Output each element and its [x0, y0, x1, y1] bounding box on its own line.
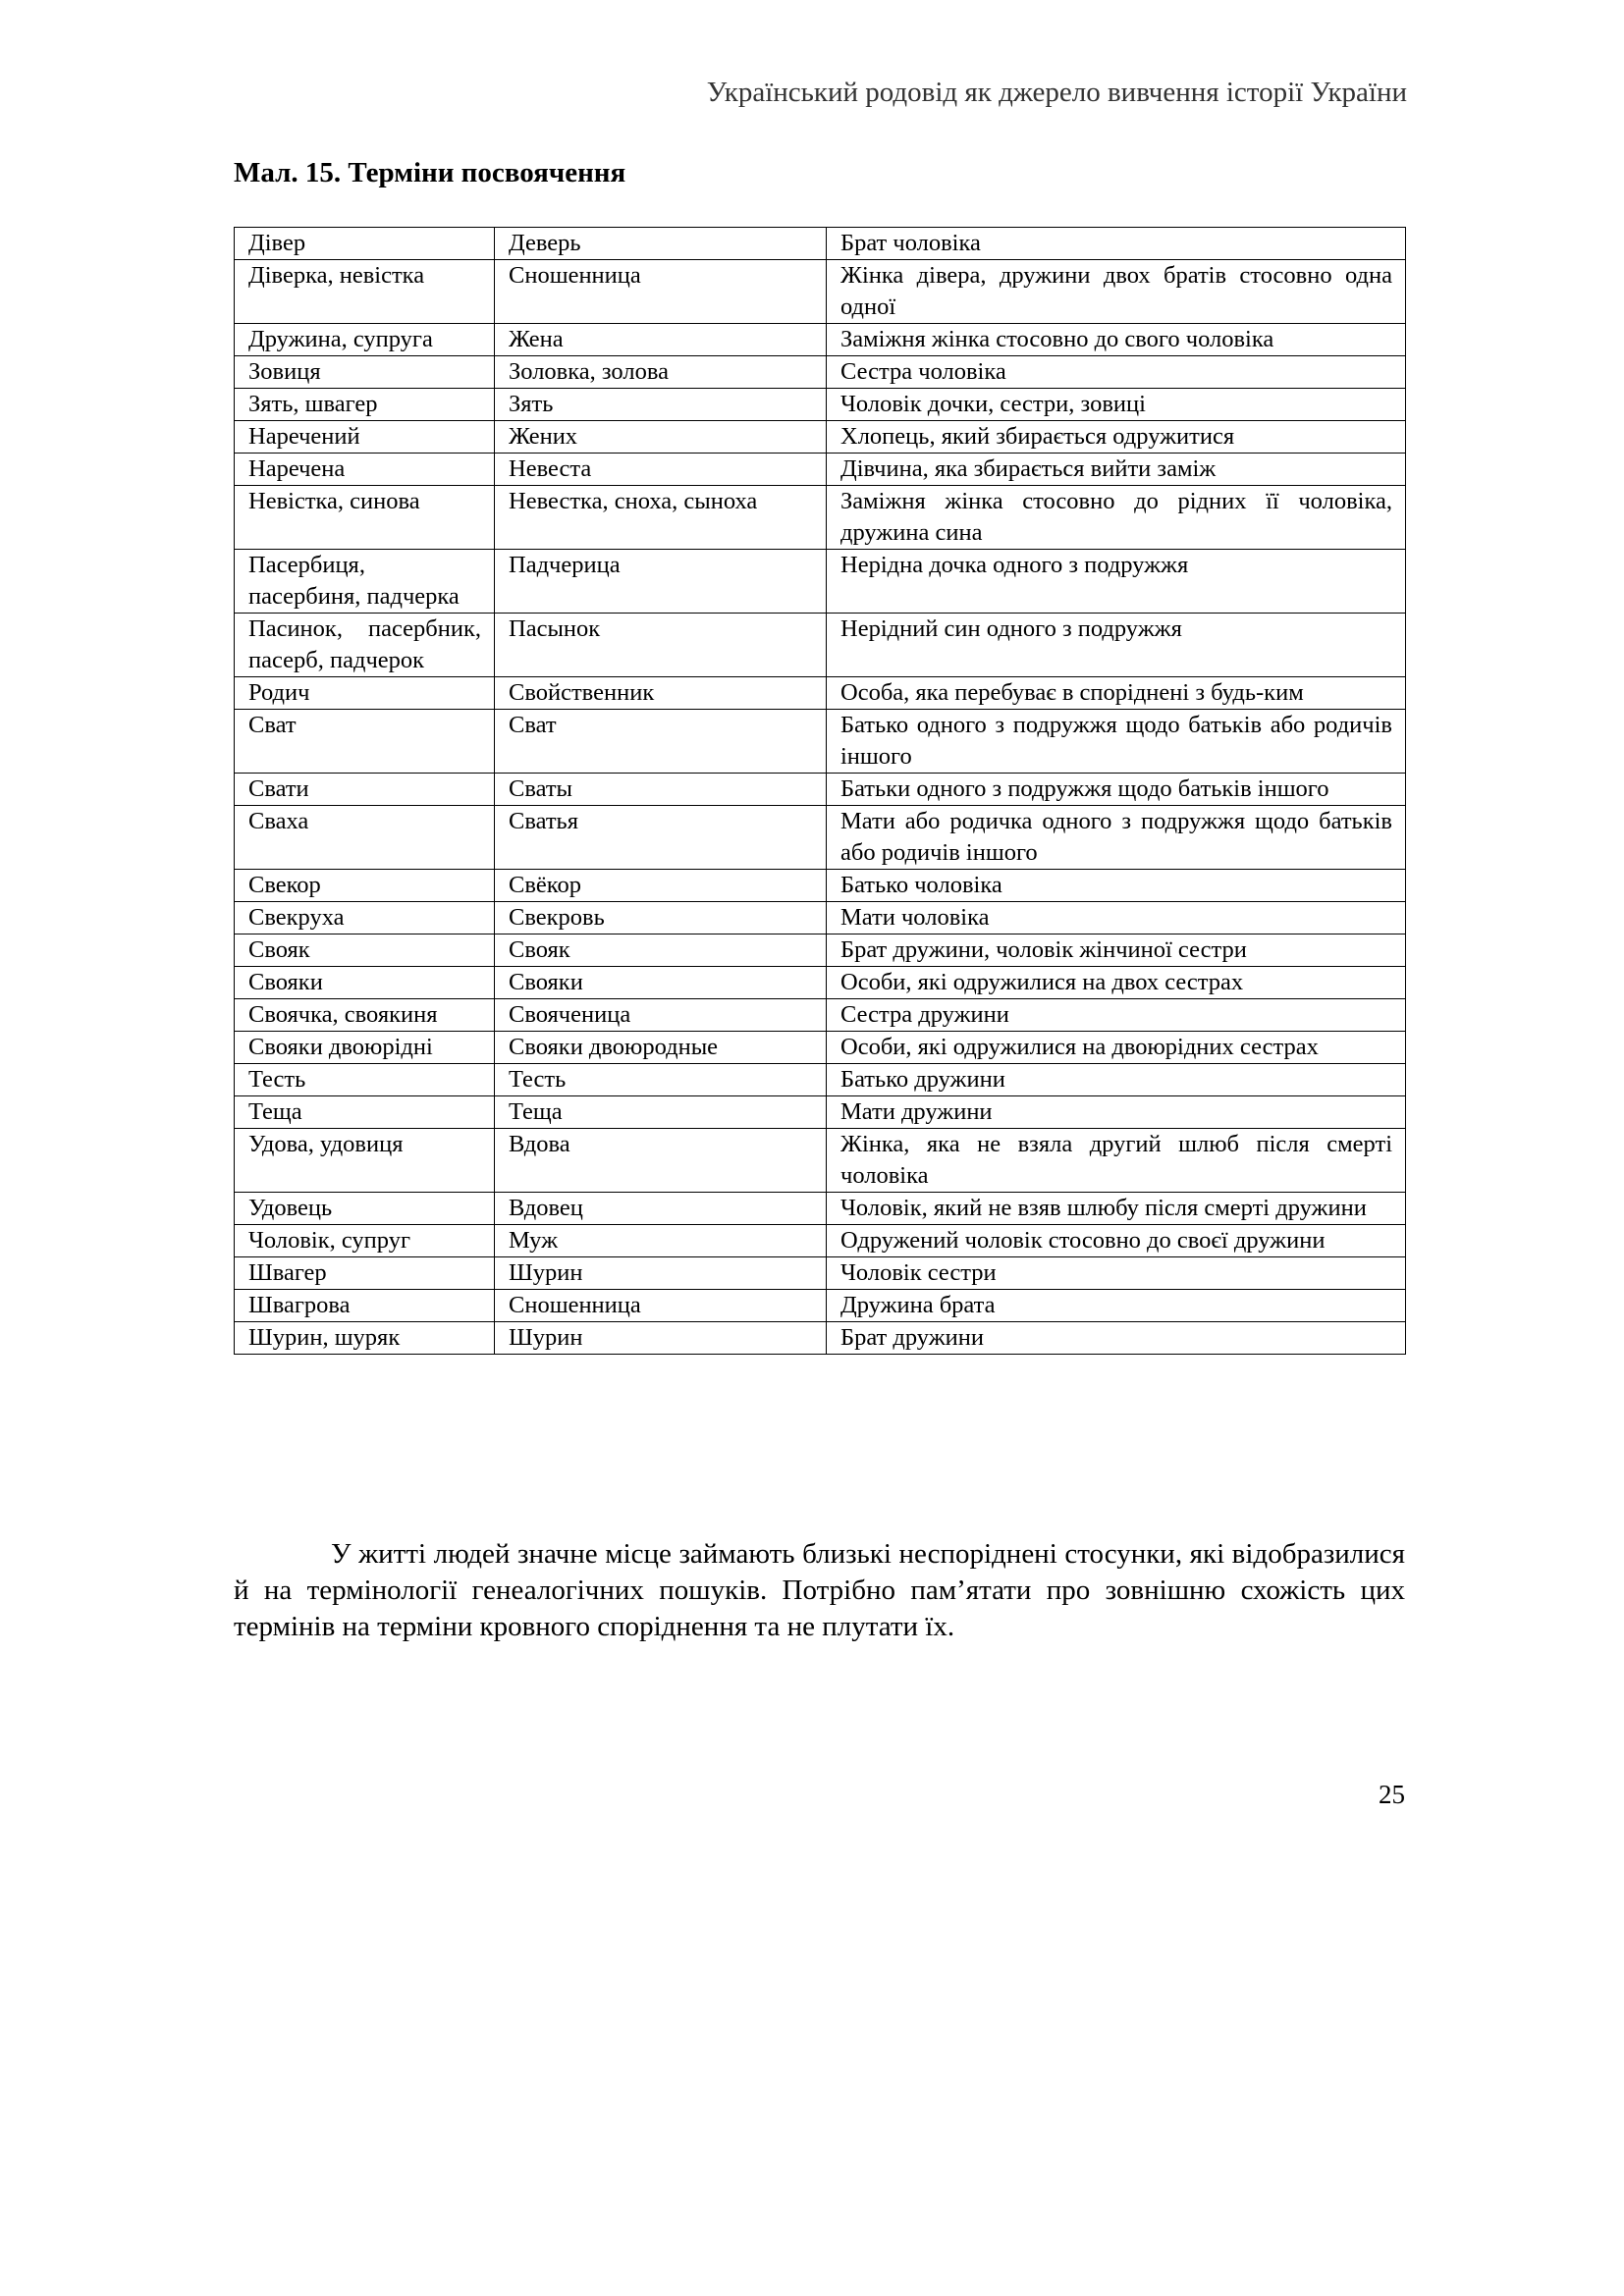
meaning-cell: Чоловік сестри [827, 1257, 1406, 1290]
ukrainian-term-cell: Швагер [235, 1257, 495, 1290]
russian-term-cell: Свёкор [495, 870, 827, 902]
ukrainian-term-cell: Дружина, супруга [235, 324, 495, 356]
russian-term-cell: Сват [495, 710, 827, 774]
meaning-cell: Дівчина, яка збирається вийти заміж [827, 454, 1406, 486]
meaning-cell: Батько дружини [827, 1064, 1406, 1096]
table-row [235, 486, 1406, 550]
russian-term-cell: Тесть [495, 1064, 827, 1096]
ukrainian-term-cell: Пасинок, пасербник, пасерб, падчерок [235, 614, 495, 677]
russian-term-cell: Пасынок [495, 614, 827, 677]
russian-term-cell: Муж [495, 1225, 827, 1257]
table-row [235, 1290, 1406, 1322]
ukrainian-term-cell: Невістка, синова [235, 486, 495, 550]
meaning-cell: Нерідний син одного з подружжя [827, 614, 1406, 677]
meaning-cell: Сестра чоловіка [827, 356, 1406, 389]
table-row [235, 870, 1406, 902]
ukrainian-term-cell: Шурин, шуряк [235, 1322, 495, 1355]
table-row [235, 1032, 1406, 1064]
table-row [235, 710, 1406, 774]
russian-term-cell: Шурин [495, 1322, 827, 1355]
table-row [235, 967, 1406, 999]
table-row [235, 677, 1406, 710]
table-row [235, 1064, 1406, 1096]
table-row [235, 774, 1406, 806]
meaning-cell: Нерідна дочка одного з подружжя [827, 550, 1406, 614]
russian-term-cell: Зять [495, 389, 827, 421]
table-row [235, 1129, 1406, 1193]
russian-term-cell: Жена [495, 324, 827, 356]
table-row [235, 806, 1406, 870]
figure-caption: Мал. 15. Терміни посвоячення [234, 157, 626, 188]
ukrainian-term-cell: Наречена [235, 454, 495, 486]
table-row [235, 550, 1406, 614]
meaning-cell: Батьки одного з подружжя щодо батьків іншого [827, 774, 1406, 806]
meaning-cell: Мати дружини [827, 1096, 1406, 1129]
russian-term-cell: Сватья [495, 806, 827, 870]
ukrainian-term-cell: Своячка, своякиня [235, 999, 495, 1032]
meaning-cell: Заміжня жінка стосовно до свого чоловіка [827, 324, 1406, 356]
table-row [235, 1322, 1406, 1355]
table-row [235, 421, 1406, 454]
ukrainian-term-cell: Тесть [235, 1064, 495, 1096]
ukrainian-term-cell: Дівер [235, 228, 495, 260]
ukrainian-term-cell: Теща [235, 1096, 495, 1129]
meaning-cell: Особа, яка перебуває в споріднені з будь-ким [827, 677, 1406, 710]
meaning-cell: Заміжня жінка стосовно до рідних її чоловіка, дружина сина [827, 486, 1406, 550]
meaning-cell: Батько одного з подружжя щодо батьків або родичів іншого [827, 710, 1406, 774]
meaning-cell: Брат дружини, чоловік жінчиної сестри [827, 934, 1406, 967]
table-body [235, 228, 1406, 1355]
ukrainian-term-cell: Удовець [235, 1193, 495, 1225]
meaning-cell: Брат дружини [827, 1322, 1406, 1355]
russian-term-cell: Жених [495, 421, 827, 454]
table-row [235, 1225, 1406, 1257]
table-row [235, 1257, 1406, 1290]
ukrainian-term-cell: Свояки [235, 967, 495, 999]
meaning-cell: Хлопець, який збирається одружитися [827, 421, 1406, 454]
russian-term-cell: Теща [495, 1096, 827, 1129]
table-row [235, 356, 1406, 389]
russian-term-cell: Вдова [495, 1129, 827, 1193]
table-row [235, 454, 1406, 486]
russian-term-cell: Свояки [495, 967, 827, 999]
ukrainian-term-cell: Свекруха [235, 902, 495, 934]
meaning-cell: Батько чоловіка [827, 870, 1406, 902]
ukrainian-term-cell: Чоловік, супруг [235, 1225, 495, 1257]
table-row [235, 614, 1406, 677]
meaning-cell: Особи, які одружилися на двоюрідних сестрах [827, 1032, 1406, 1064]
russian-term-cell: Свояки двоюродные [495, 1032, 827, 1064]
ukrainian-term-cell: Сваха [235, 806, 495, 870]
meaning-cell: Дружина брата [827, 1290, 1406, 1322]
russian-term-cell: Невестка, сноха, сыноха [495, 486, 827, 550]
kinship-terms-table [234, 227, 1406, 1355]
russian-term-cell: Сваты [495, 774, 827, 806]
russian-term-cell: Сношенница [495, 1290, 827, 1322]
ukrainian-term-cell: Швагрова [235, 1290, 495, 1322]
meaning-cell: Жінка дівера, дружини двох братів стосовно одна одної [827, 260, 1406, 324]
page-number: 25 [1379, 1780, 1405, 1809]
russian-term-cell: Сношенница [495, 260, 827, 324]
russian-term-cell: Падчерица [495, 550, 827, 614]
russian-term-cell: Невеста [495, 454, 827, 486]
table-row [235, 1096, 1406, 1129]
meaning-cell: Мати чоловіка [827, 902, 1406, 934]
ukrainian-term-cell: Свояки двоюрідні [235, 1032, 495, 1064]
running-header: Український родовід як джерело вивчення історії України [706, 77, 1407, 108]
ukrainian-term-cell: Свояк [235, 934, 495, 967]
russian-term-cell: Свояк [495, 934, 827, 967]
ukrainian-term-cell: Свати [235, 774, 495, 806]
ukrainian-term-cell: Зовиця [235, 356, 495, 389]
ukrainian-term-cell: Сват [235, 710, 495, 774]
table-row [235, 902, 1406, 934]
ukrainian-term-cell: Удова, удовиця [235, 1129, 495, 1193]
body-paragraph: У житті людей значне місце займають близькі неспоріднені стосунки, які відобразилися й на термінології генеалогічних пошуків. Потрібно пам’ятати про зовнішню схожість цих термінів на терміни кровного споріднення та не плутати їх. [234, 1538, 1405, 1642]
russian-term-cell: Свойственник [495, 677, 827, 710]
ukrainian-term-cell: Зять, швагер [235, 389, 495, 421]
table-row [235, 260, 1406, 324]
table-row [235, 1193, 1406, 1225]
meaning-cell: Брат чоловіка [827, 228, 1406, 260]
table-row [235, 934, 1406, 967]
meaning-cell: Мати або родичка одного з подружжя щодо батьків або родичів іншого [827, 806, 1406, 870]
table-row [235, 228, 1406, 260]
table-row [235, 324, 1406, 356]
meaning-cell: Особи, які одружилися на двох сестрах [827, 967, 1406, 999]
table-row [235, 999, 1406, 1032]
meaning-cell: Чоловік дочки, сестри, зовиці [827, 389, 1406, 421]
ukrainian-term-cell: Пасербиця, пасербиня, падчерка [235, 550, 495, 614]
meaning-cell: Жінка, яка не взяла другий шлюб після смерті чоловіка [827, 1129, 1406, 1193]
russian-term-cell: Шурин [495, 1257, 827, 1290]
russian-term-cell: Деверь [495, 228, 827, 260]
table-row [235, 389, 1406, 421]
meaning-cell: Сестра дружини [827, 999, 1406, 1032]
ukrainian-term-cell: Наречений [235, 421, 495, 454]
meaning-cell: Чоловік, який не взяв шлюбу після смерті дружини [827, 1193, 1406, 1225]
russian-term-cell: Золовка, золова [495, 356, 827, 389]
ukrainian-term-cell: Діверка, невістка [235, 260, 495, 324]
ukrainian-term-cell: Родич [235, 677, 495, 710]
russian-term-cell: Вдовец [495, 1193, 827, 1225]
meaning-cell: Одружений чоловік стосовно до своєї дружини [827, 1225, 1406, 1257]
russian-term-cell: Свояченица [495, 999, 827, 1032]
russian-term-cell: Свекровь [495, 902, 827, 934]
ukrainian-term-cell: Свекор [235, 870, 495, 902]
